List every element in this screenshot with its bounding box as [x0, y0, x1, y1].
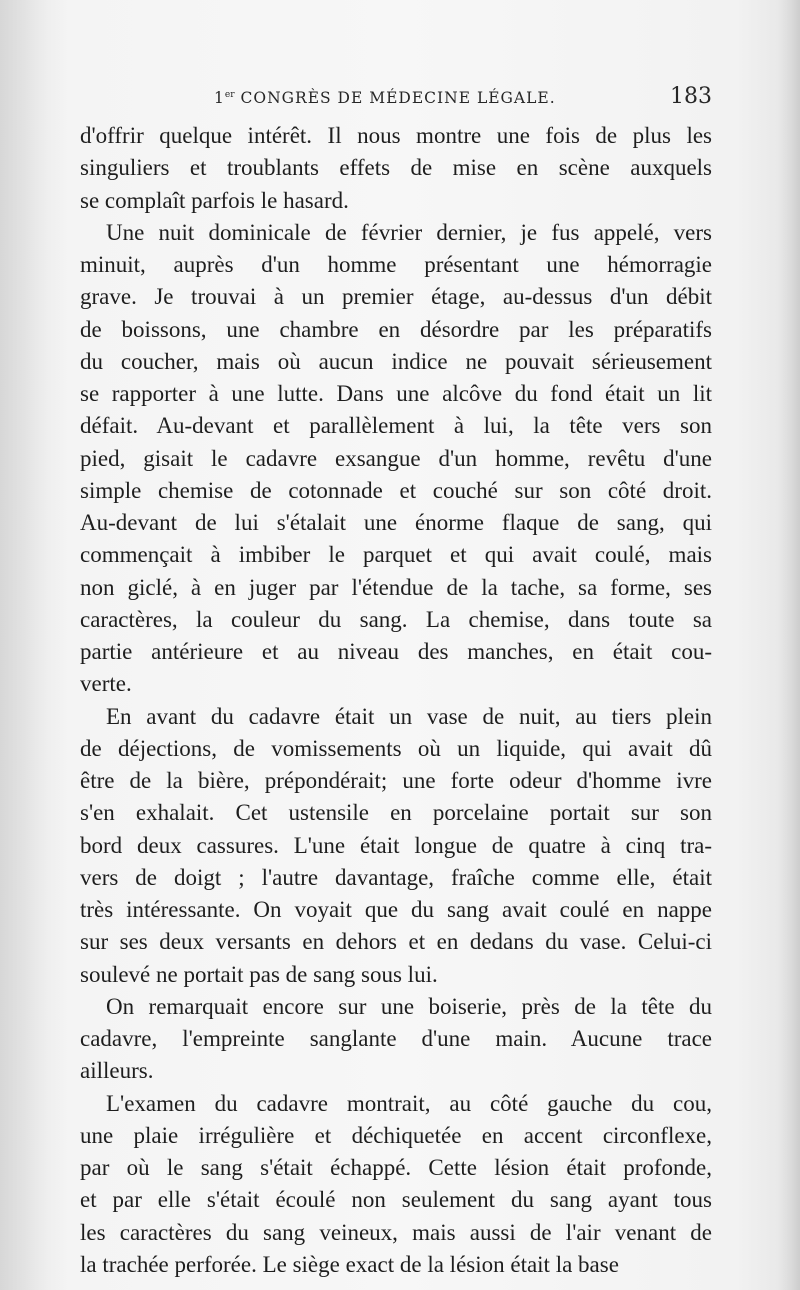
text-line: de déjections, de vomissements où un liquide, qui avait dû — [80, 735, 712, 761]
page-gutter-shadow — [0, 0, 70, 1290]
text-line: On remarquait encore sur une boiserie, près de la tête du — [106, 993, 712, 1019]
page-header — [80, 86, 712, 114]
running-title-text: CONGRÈS DE MÉDECINE LÉGALE. — [240, 89, 556, 107]
text-line: la trachée perforée. Le siège exact de la lésion était la base — [80, 1251, 619, 1277]
body-text — [80, 120, 712, 1281]
text-line: caractères, la couleur du sang. La chemise, dans toute sa — [80, 606, 712, 632]
text-line: En avant du cadavre était un vase de nuit, au tiers plein — [106, 703, 712, 729]
text-line: d'offrir quelque intérêt. Il nous montre une fois de plus les — [80, 123, 712, 148]
paragraph — [80, 120, 712, 217]
text-line: minuit, auprès d'un homme présentant une hémorragie — [80, 252, 712, 277]
text-line: non giclé, à en juger par l'étendue de la tache, sa forme, ses — [80, 574, 712, 600]
text-line: Une nuit dominicale de février dernier, je fus appelé, vers — [106, 219, 712, 245]
text-line: Au-devant de lui s'étalait une énorme flaque de sang, qui — [80, 510, 712, 535]
text-line: ailleurs. — [80, 1058, 154, 1084]
page-edge-shadow — [778, 0, 800, 1290]
text-line: s'en exhalait. Cet ustensile en porcelaine portait sur son — [80, 800, 712, 826]
text-line: partie antérieure et au niveau des manches, en était cou- — [80, 639, 712, 664]
text-line: pied, gisait le cadavre exsangue d'un homme, revêtu d'une — [80, 445, 712, 471]
paragraph — [80, 701, 712, 991]
text-line: grave. Je trouvai à un premier étage, au-dessus d'un débit — [80, 284, 712, 310]
running-title — [214, 89, 556, 107]
paragraph — [80, 217, 712, 701]
text-line: verte. — [80, 671, 132, 697]
page-number: 183 — [670, 84, 712, 109]
text-line: soulevé ne portait pas de sang sous lui. — [80, 961, 438, 987]
text-line: singuliers et troublants effets de mise en scène auxquels — [80, 155, 712, 181]
text-line: de boissons, une chambre en désordre par les préparatifs — [80, 316, 712, 342]
text-line: bord deux cassures. L'une était longue de quatre à cinq tra- — [80, 832, 712, 858]
text-line: très intéressante. On voyait que du sang avait coulé en nappe — [80, 897, 712, 922]
paragraph — [80, 1088, 712, 1282]
text-line: par où le sang s'était échappé. Cette lésion était profonde, — [80, 1155, 712, 1180]
text-line: vers de doigt ; l'autre davantage, fraîche comme elle, était — [80, 864, 712, 890]
paragraph — [80, 991, 712, 1088]
text-line: se rapporter à une lutte. Dans une alcôve du fond était un lit — [80, 381, 712, 406]
running-title-ordinal: 1 — [214, 89, 225, 107]
text-line: être de la bière, prépondérait; une forte odeur d'homme ivre — [80, 768, 712, 793]
text-line: simple chemise de cotonnade et couché sur son côté droit. — [80, 477, 712, 503]
text-line: une plaie irrégulière et déchiquetée en accent circonflexe, — [80, 1122, 712, 1148]
text-line: commençait à imbiber le parquet et qui avait coulé, mais — [80, 542, 712, 568]
text-line: cadavre, l'empreinte sanglante d'une main. Aucune trace — [80, 1026, 712, 1051]
running-title-ordinal-suffix: er — [224, 90, 235, 100]
text-line: se complaît parfois le hasard. — [80, 187, 349, 213]
text-line: sur ses deux versants en dehors et en dedans du vase. Celui-ci — [80, 929, 712, 955]
text-line: et par elle s'était écoulé non seulement du sang ayant tous — [80, 1187, 712, 1213]
text-line: les caractères du sang veineux, mais aussi de l'air venant de — [80, 1219, 712, 1245]
text-line: du coucher, mais où aucun indice ne pouvait sérieusement — [80, 348, 712, 374]
text-line: L'examen du cadavre montrait, au côté gauche du cou, — [106, 1090, 712, 1116]
text-line: défait. Au-devant et parallèlement à lui, la tête vers son — [80, 413, 712, 439]
